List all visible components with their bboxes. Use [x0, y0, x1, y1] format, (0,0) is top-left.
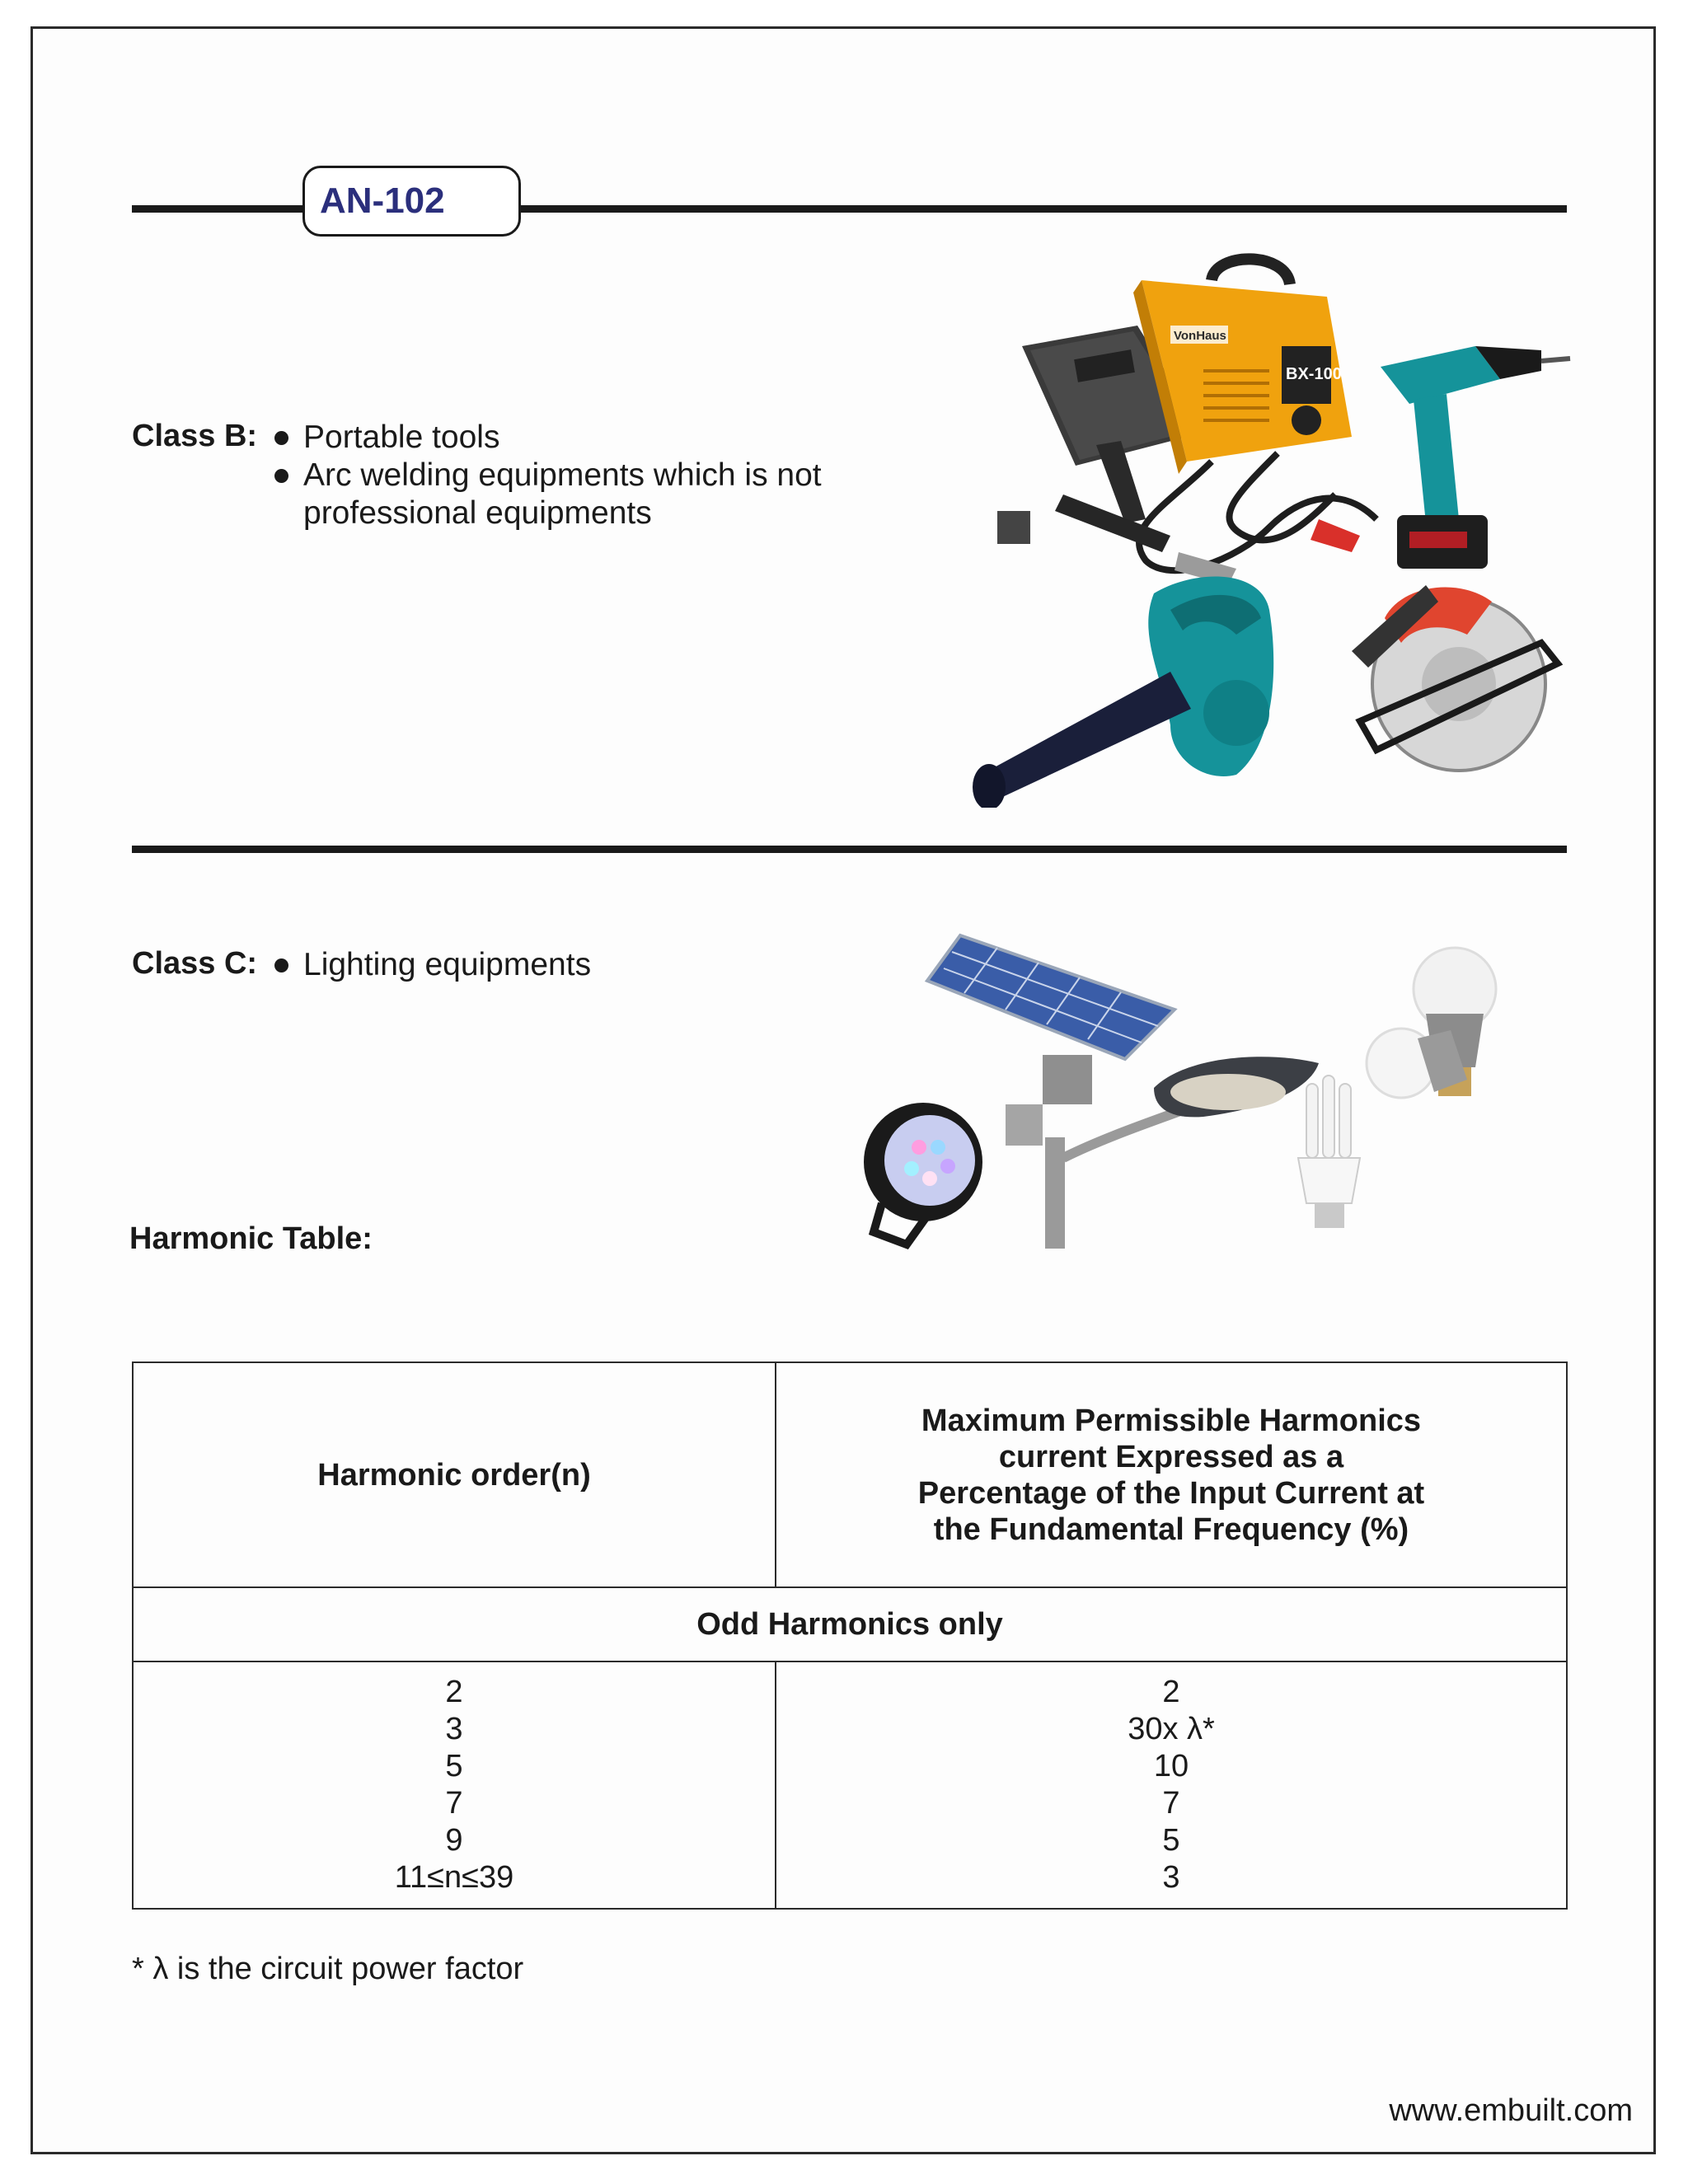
header-rule-left	[132, 205, 305, 213]
class-c-label: Class C:	[132, 946, 258, 981]
led-bulb-icon	[1367, 948, 1496, 1098]
header-rule-right	[518, 205, 1567, 213]
section-divider	[132, 846, 1567, 853]
class-c-item: Lighting equipments	[273, 946, 685, 984]
harmonic-order: 9	[445, 1823, 463, 1858]
harmonic-limit: 2	[1162, 1675, 1180, 1709]
spotlight-icon	[864, 1103, 982, 1244]
harmonic-order: 5	[445, 1749, 463, 1783]
harmonic-order: 3	[445, 1712, 463, 1746]
street-light-icon	[1006, 1055, 1319, 1249]
header-harmonic-order: Harmonic order(n)	[133, 1362, 776, 1587]
harmonic-limit: 30x λ*	[1128, 1712, 1215, 1746]
solar-panel-icon	[927, 935, 1175, 1059]
power-factor-footnote: * λ is the circuit power factor	[132, 1952, 524, 1986]
circular-saw-icon	[1352, 585, 1558, 771]
class-c-list	[273, 946, 685, 984]
lighting-illustration	[841, 931, 1566, 1261]
welder-brand-text: VonHaus	[1174, 329, 1226, 343]
cfl-bulb-icon	[1298, 1076, 1360, 1228]
table-row	[133, 1661, 1567, 1909]
leaf-blower-icon	[973, 577, 1273, 808]
website-link[interactable]: www.embuilt.com	[1389, 2093, 1633, 2128]
table-header-row	[133, 1362, 1567, 1587]
class-b-label: Class B:	[132, 419, 258, 453]
harmonic-limit: 5	[1162, 1823, 1180, 1858]
class-b-list	[273, 419, 866, 532]
welding-cables-icon	[1139, 453, 1376, 585]
class-b-item: Portable tools	[273, 419, 866, 457]
harmonic-order: 7	[445, 1786, 463, 1821]
harmonic-order: 11≤n≤39	[394, 1860, 514, 1895]
harmonic-limit: 7	[1162, 1786, 1180, 1821]
harmonic-table-title: Harmonic Table:	[129, 1221, 373, 1256]
harmonic-order-values	[133, 1661, 776, 1909]
welder-model-text: BX-100	[1286, 365, 1342, 383]
harmonic-table	[132, 1361, 1566, 1910]
power-tools-illustration	[964, 247, 1574, 808]
class-b-item: Arc welding equipments which is not professional equipments	[273, 457, 866, 532]
harmonic-limit: 10	[1153, 1749, 1189, 1783]
table-section-row	[133, 1587, 1567, 1661]
harmonic-order: 2	[445, 1675, 463, 1709]
cordless-drill-icon	[1381, 346, 1570, 569]
harmonic-limit-values	[776, 1661, 1567, 1909]
harmonic-limit: 3	[1162, 1860, 1180, 1895]
section-odd-harmonics: Odd Harmonics only	[133, 1587, 1567, 1661]
document-tag: AN-102	[302, 166, 521, 237]
header-max-permissible: Maximum Permissible Harmonics current Expressed as a Percentage of the Input Current at the Fundamental Frequency (%)	[776, 1362, 1567, 1587]
